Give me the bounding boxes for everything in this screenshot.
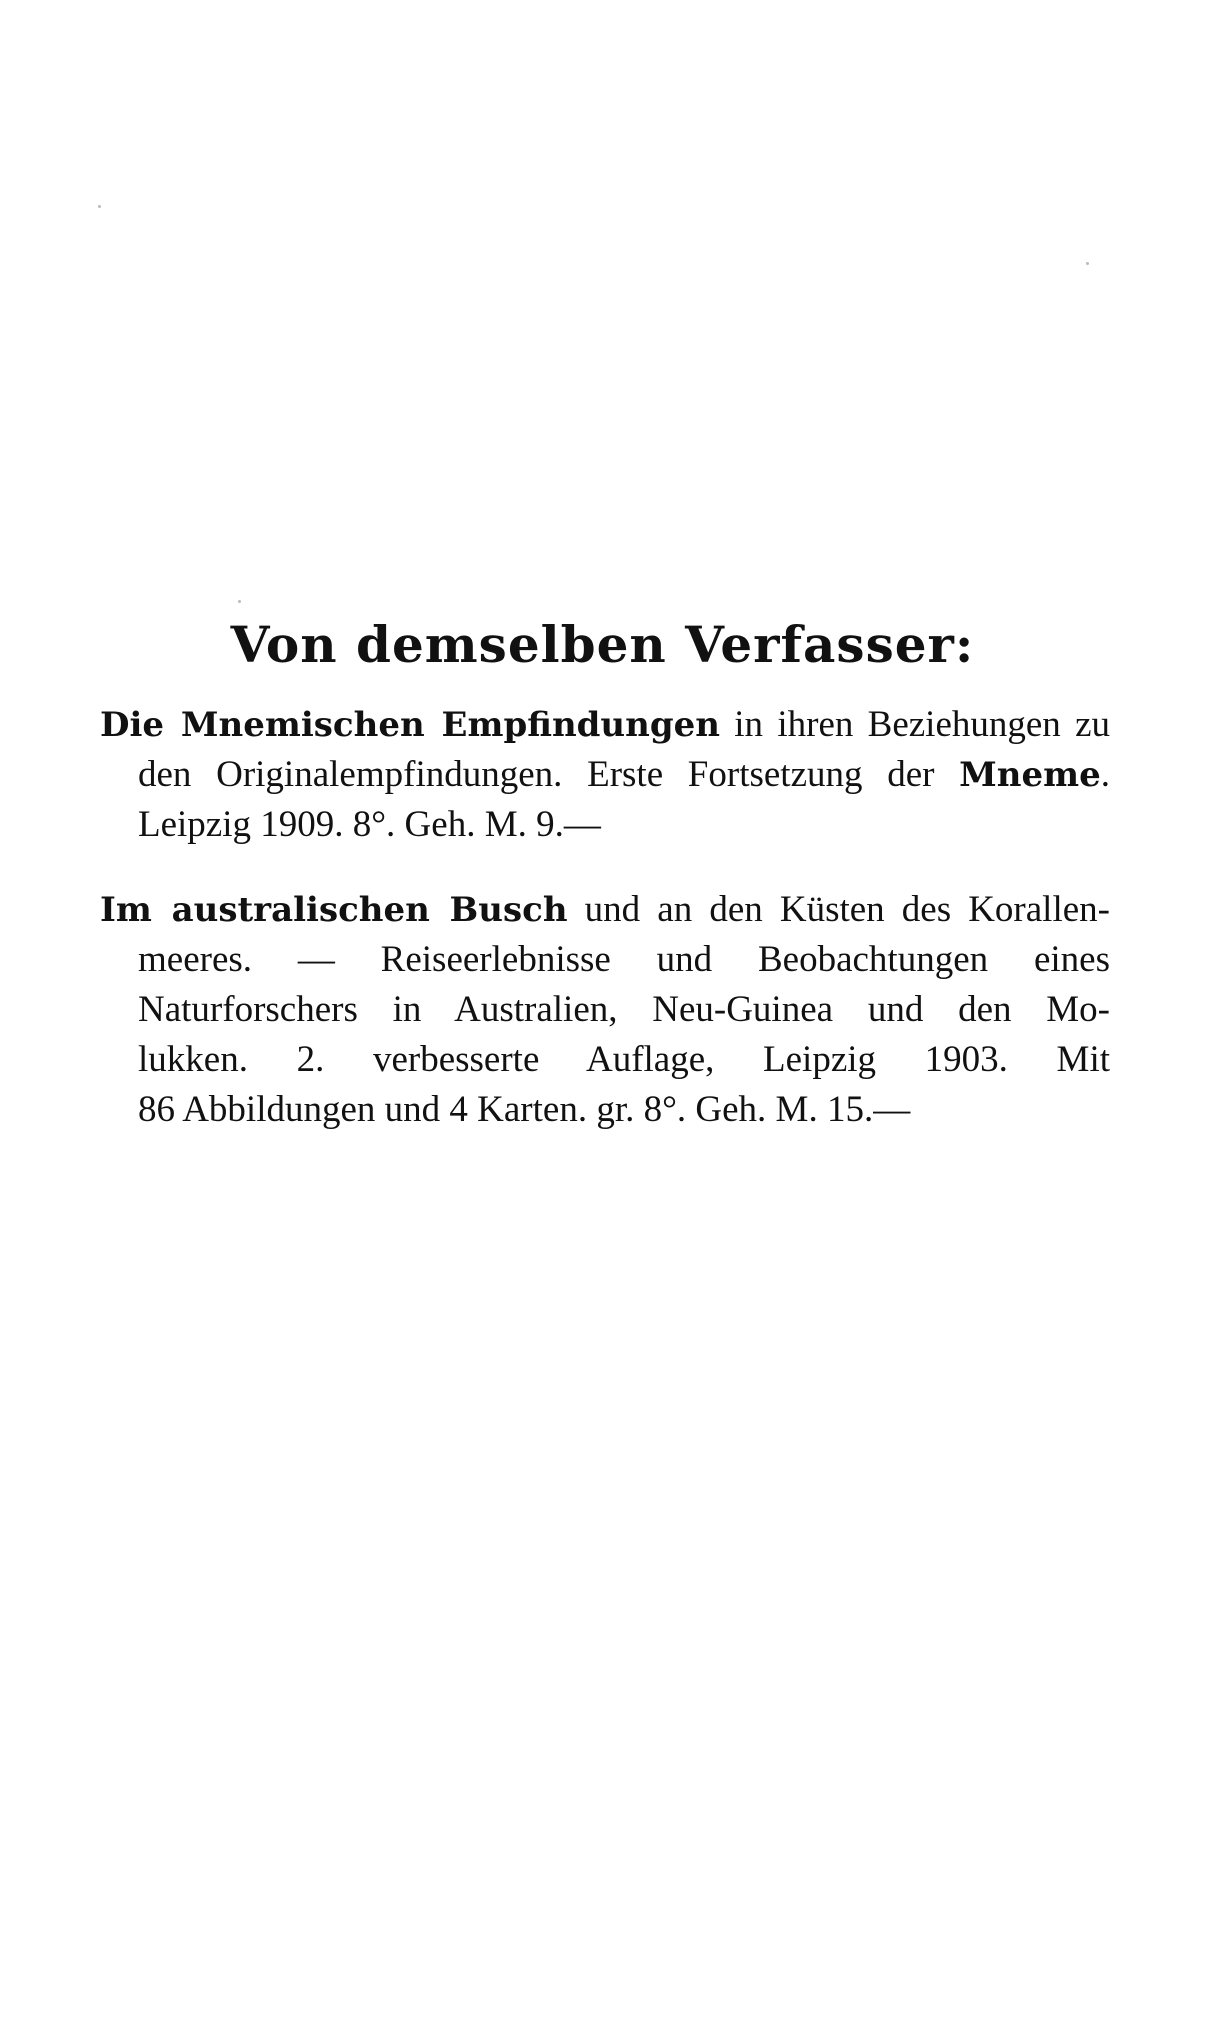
page-heading: Von demselben Verfasser: bbox=[230, 615, 975, 674]
entry-2-line-2: meeres. — Reiseerlebnisse und Beobachtungen eines bbox=[138, 939, 1110, 980]
entry-1-line-3: Leipzig 1909. 8°. Geh. M. 9.— bbox=[138, 804, 601, 845]
entry-1-line-1-text: in ihren Beziehungen zu bbox=[720, 704, 1110, 745]
paper-speck bbox=[1086, 262, 1089, 265]
entry-1-title: Die Mnemischen Empfindungen bbox=[100, 705, 720, 745]
entry-2-title: Im australischen Busch bbox=[100, 890, 568, 930]
bibliography-entry-1 bbox=[100, 700, 1110, 850]
entry-2-line-1-text: und an den Küsten des Korallen- bbox=[567, 889, 1110, 930]
entry-2-line-1 bbox=[100, 885, 1110, 935]
paper-speck bbox=[98, 205, 101, 208]
bibliography-entry-2 bbox=[100, 885, 1110, 1135]
entry-2-line-5: 86 Abbildungen und 4 Karten. gr. 8°. Geh. M. 15.— bbox=[138, 1089, 911, 1130]
entry-1-line-2-tail: . bbox=[1100, 754, 1110, 795]
entry-2-line-4: lukken. 2. verbesserte Auflage, Leipzig 1903. Mit bbox=[138, 1039, 1110, 1080]
entry-1-line-1 bbox=[100, 700, 1110, 750]
paper-speck bbox=[238, 600, 241, 603]
entry-1-line-2-text: den Originalempfindungen. Erste Fortsetzung der bbox=[138, 754, 960, 795]
entry-1-line-2 bbox=[100, 750, 1110, 800]
entry-2-line-3: Naturforschers in Australien, Neu-Guinea und den Mo- bbox=[138, 989, 1110, 1030]
entry-1-line-2-bold: Mneme bbox=[959, 755, 1101, 795]
